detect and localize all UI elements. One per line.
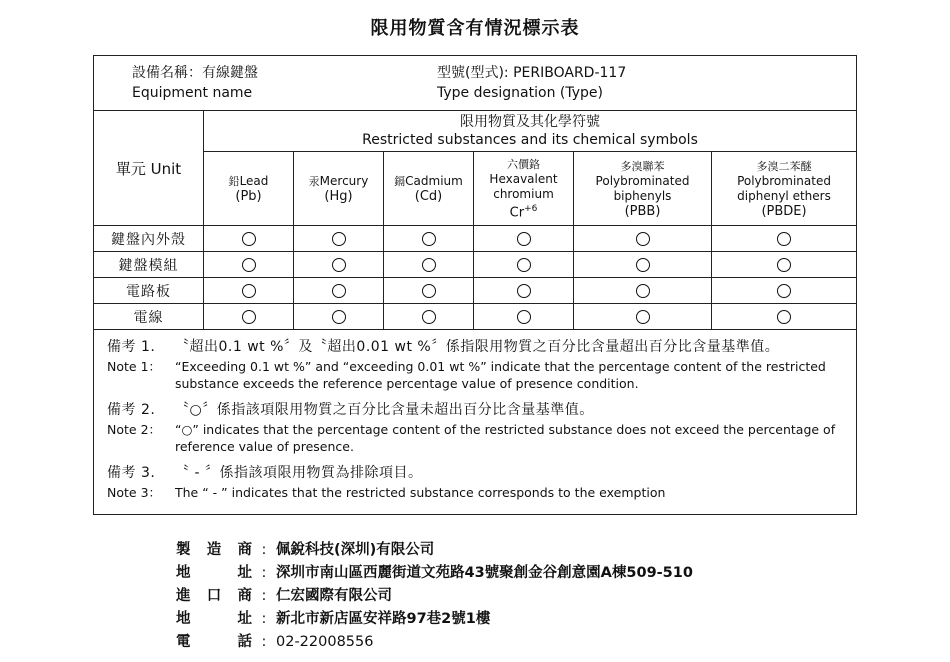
note-en-text: “Exceeding 0.1 wt %” and “exceeding 0.01 wt %” indicate that the percentage content of the restricted substance exceeds the reference percentage value of presence condition.	[175, 359, 826, 391]
substance-name-cn: 六價鉻	[507, 157, 540, 171]
presence-cell	[204, 278, 294, 304]
note-en-text: “○” indicates that the percentage content of the restricted substance does not exceed the percentage of reference value of presence.	[175, 422, 836, 454]
equipment-value-cn: 有線鍵盤	[202, 65, 258, 81]
substance-name	[384, 174, 473, 189]
colon: :	[261, 588, 267, 604]
equipment-info-row	[94, 56, 857, 111]
circle-icon	[777, 258, 791, 272]
presence-cell	[384, 278, 474, 304]
label-char: 話	[237, 634, 252, 650]
unit-header: 單元 Unit	[94, 111, 204, 226]
company-info-value: 02-22008556	[276, 634, 374, 650]
note-en-label: Note 2：	[107, 422, 162, 437]
note-cn-label: 備考 1.	[107, 339, 156, 355]
substance-name	[294, 174, 383, 189]
substance-name-cn: 多溴聯苯	[620, 159, 665, 173]
circle-icon	[242, 310, 256, 324]
note-en	[107, 421, 850, 455]
circle-icon	[422, 258, 436, 272]
substance-name-extra: biphenyls	[613, 188, 672, 203]
company-info-value: 新北市新店區安祥路97巷2號1樓	[276, 611, 491, 627]
substance-name-cn: 汞	[308, 174, 320, 188]
company-info-row	[176, 562, 693, 585]
note-cn	[107, 462, 850, 484]
circle-icon	[422, 310, 436, 324]
substance-symbol: (Cd)	[414, 188, 443, 204]
note-cn-text: 〝 - 〞係指該項限用物質為排除項目。	[175, 465, 423, 481]
substance-symbol: (PBB)	[624, 203, 661, 219]
circle-icon	[517, 232, 531, 246]
company-info-value: 深圳市南山區西麗街道文苑路43號聚創金谷創意園A棟509-510	[276, 565, 693, 581]
note-cn-text: 〝超出0.1 wt %〞及〝超出0.01 wt %〞係指限用物質之百分比含量超出百分比含量基準值。	[175, 339, 780, 355]
company-info-row	[176, 539, 693, 562]
note-1	[107, 336, 850, 392]
presence-cell	[712, 226, 857, 252]
substance-name-en: Cadmium	[405, 173, 463, 188]
circle-icon	[332, 284, 346, 298]
type-designation	[437, 63, 817, 103]
company-info-label	[176, 539, 252, 562]
substance-symbol	[474, 202, 573, 220]
company-info	[176, 539, 693, 654]
substance-header-row	[94, 152, 857, 226]
presence-cell	[294, 304, 384, 330]
unit-name: 電線	[94, 304, 204, 330]
circle-icon	[332, 258, 346, 272]
notes-cell	[94, 330, 857, 515]
presence-cell	[574, 304, 712, 330]
substance-name-extra: chromium	[493, 186, 554, 201]
company-info-row	[176, 608, 693, 631]
label-char: 製	[176, 542, 191, 558]
restricted-substances-table	[93, 55, 857, 515]
company-info-label	[176, 585, 252, 608]
note-en-text: The “ - ” indicates that the restricted substance corresponds to the exemption	[175, 485, 666, 500]
presence-cell	[712, 252, 857, 278]
presence-cell	[384, 304, 474, 330]
symbols-header-cn: 限用物質及其化學符號	[460, 114, 601, 130]
presence-cell	[384, 226, 474, 252]
type-label-cn: 型號(型式):	[437, 65, 509, 81]
circle-icon	[636, 258, 650, 272]
circle-icon	[242, 284, 256, 298]
presence-cell	[712, 278, 857, 304]
company-info-label	[176, 562, 252, 585]
presence-cell	[574, 252, 712, 278]
company-info-label	[176, 631, 252, 654]
label-char: 商	[237, 588, 252, 604]
circle-icon	[242, 232, 256, 246]
label-char: 電	[176, 634, 191, 650]
equipment-info-cell	[94, 56, 857, 111]
label-char: 進	[176, 588, 191, 604]
note-cn	[107, 399, 850, 421]
substance-symbol: (Hg)	[324, 188, 353, 204]
substance-header-4	[574, 152, 712, 226]
substance-header-5	[712, 152, 857, 226]
company-info-label	[176, 608, 252, 631]
label-char: 口	[206, 588, 222, 604]
circle-icon	[636, 284, 650, 298]
note-en	[107, 358, 850, 392]
equipment-label-en: Equipment name	[132, 85, 253, 101]
note-en	[107, 484, 850, 501]
table-row	[94, 304, 857, 330]
type-value: PERIBOARD-117	[513, 65, 627, 81]
substance-symbol: (PBDE)	[761, 203, 807, 219]
presence-cell	[294, 278, 384, 304]
page-title: 限用物質含有情況標示表	[370, 18, 580, 39]
substance-name-en: Polybrominated	[737, 173, 831, 188]
substance-symbol: (Pb)	[235, 188, 262, 204]
circle-icon	[636, 232, 650, 246]
presence-cell	[474, 304, 574, 330]
circle-icon	[422, 232, 436, 246]
note-cn-label: 備考 2.	[107, 402, 156, 418]
circle-icon	[332, 310, 346, 324]
notes-row	[94, 330, 857, 515]
table-body	[94, 226, 857, 330]
substance-name-extra: diphenyl ethers	[737, 188, 831, 203]
presence-cell	[204, 304, 294, 330]
substance-name	[204, 174, 293, 189]
presence-cell	[294, 226, 384, 252]
presence-cell	[474, 278, 574, 304]
table-row	[94, 278, 857, 304]
substance-header-3	[474, 152, 574, 226]
circle-icon	[517, 258, 531, 272]
circle-icon	[777, 310, 791, 324]
substance-name-en: Lead	[239, 173, 269, 188]
table-row	[94, 252, 857, 278]
note-cn-text: 〝○〞係指該項限用物質之百分比含量未超出百分比含量基準值。	[175, 402, 594, 418]
circle-icon	[517, 310, 531, 324]
circle-icon	[517, 284, 531, 298]
presence-cell	[474, 252, 574, 278]
substance-name-en: Mercury	[319, 173, 369, 188]
presence-cell	[204, 226, 294, 252]
label-char: 造	[206, 542, 222, 558]
company-info-value: 佩銳科技(深圳)有限公司	[276, 542, 435, 558]
label-char: 地	[176, 565, 191, 581]
unit-name: 鍵盤內外殼	[94, 226, 204, 252]
note-en-label: Note 1：	[107, 359, 162, 374]
substance-name-cn: 多溴二苯醚	[756, 159, 812, 173]
substance-name-en: Polybrominated	[595, 173, 690, 188]
colon: :	[261, 611, 267, 627]
label-char: 址	[237, 611, 252, 627]
equipment-label-cn: 設備名稱：	[132, 65, 202, 81]
company-info-value: 仁宏國際有限公司	[276, 588, 392, 604]
substance-name-en: Hexavalent	[489, 171, 558, 186]
symbols-header-en: Restricted substances and its chemical symbols	[362, 132, 698, 148]
colon: :	[261, 634, 267, 650]
label-char: 地	[176, 611, 191, 627]
substance-header-1	[294, 152, 384, 226]
note-cn-label: 備考 3.	[107, 465, 156, 481]
circle-icon	[636, 310, 650, 324]
substance-name-cn: 鎘	[394, 174, 406, 188]
circle-icon	[332, 232, 346, 246]
colon: :	[261, 565, 267, 581]
type-label-en: Type designation (Type)	[437, 85, 603, 101]
presence-cell	[474, 226, 574, 252]
substance-header-0	[204, 152, 294, 226]
label-char: 商	[237, 542, 252, 558]
colon: :	[261, 542, 267, 558]
substance-name-cn: 鉛	[228, 174, 240, 188]
circle-icon	[422, 284, 436, 298]
presence-cell	[204, 252, 294, 278]
note-en-label: Note 3：	[107, 485, 162, 500]
company-info-row	[176, 585, 693, 608]
circle-icon	[777, 284, 791, 298]
presence-cell	[294, 252, 384, 278]
presence-cell	[712, 304, 857, 330]
note-3	[107, 462, 850, 501]
presence-cell	[384, 252, 474, 278]
circle-icon	[777, 232, 791, 246]
substance-symbol-base: Cr	[509, 205, 525, 221]
symbols-header	[204, 111, 857, 152]
label-char: 址	[237, 565, 252, 581]
presence-cell	[574, 278, 712, 304]
unit-name: 電路板	[94, 278, 204, 304]
circle-icon	[242, 258, 256, 272]
equipment-name	[132, 63, 437, 103]
company-info-row	[176, 631, 693, 654]
note-2	[107, 399, 850, 455]
symbols-header-row	[94, 111, 857, 152]
substance-header-2	[384, 152, 474, 226]
unit-name: 鍵盤模組	[94, 252, 204, 278]
substance-symbol-sup: +6	[524, 203, 538, 214]
table-row	[94, 226, 857, 252]
presence-cell	[574, 226, 712, 252]
note-cn	[107, 336, 850, 358]
